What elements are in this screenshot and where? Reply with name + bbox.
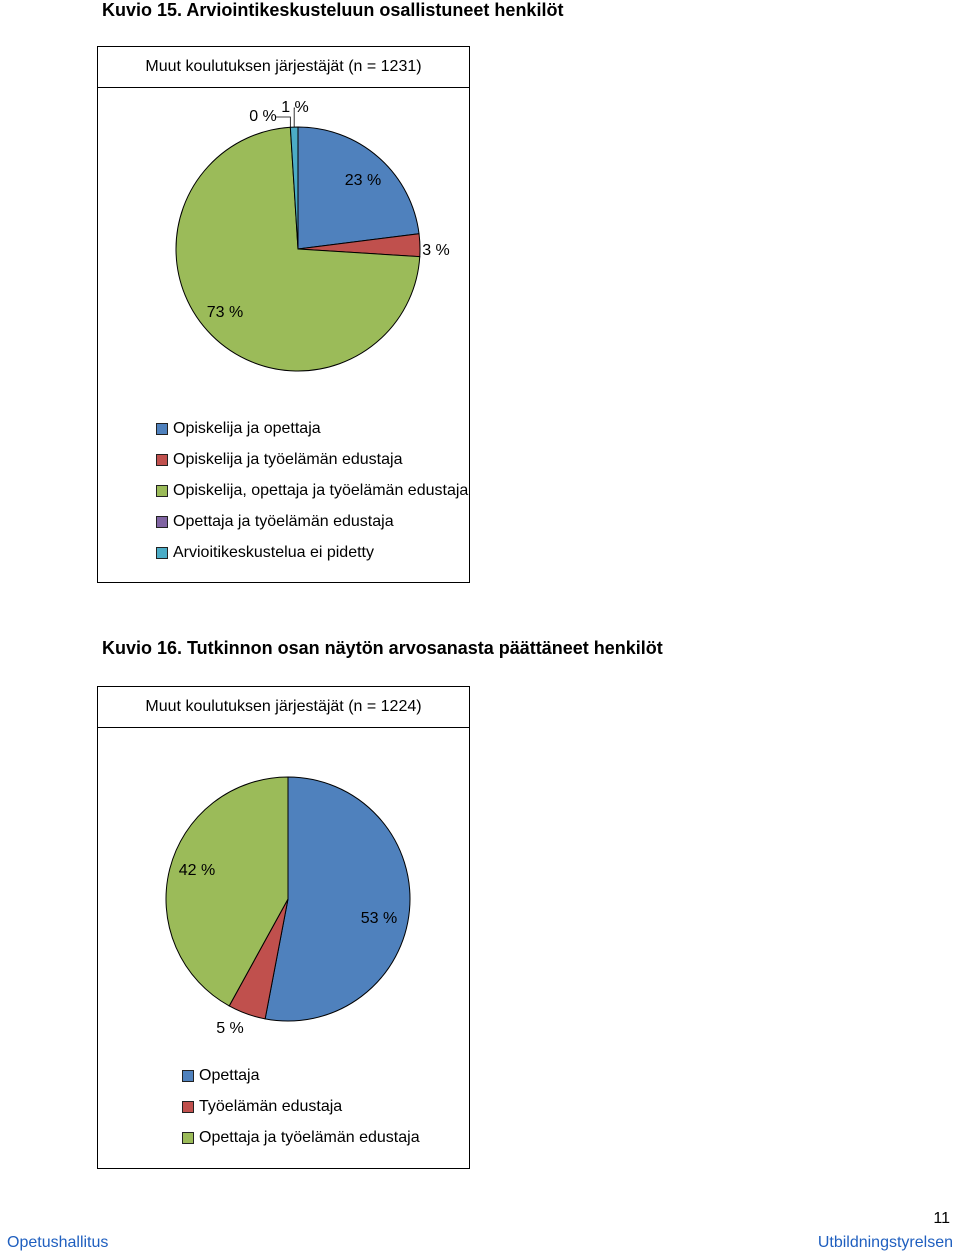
legend-swatch [156, 423, 168, 435]
legend-item [156, 444, 468, 475]
legend-swatch [182, 1132, 194, 1144]
data-label: 53 % [360, 910, 398, 927]
legend-item [156, 475, 468, 506]
data-label: 5 % [216, 1020, 244, 1037]
chart-16 [97, 686, 470, 1169]
legend-item [156, 506, 468, 537]
chart-15-pie [98, 87, 468, 412]
legend-label: Opiskelija ja opettaja [173, 419, 321, 437]
data-label: 73 % [206, 304, 244, 321]
footer-publisher-sv: Utbildningstyrelsen [817, 1234, 953, 1251]
legend-label: Opettaja ja työelämän edustaja [173, 512, 394, 530]
data-label: 1 % [281, 99, 309, 116]
legend-swatch [182, 1101, 194, 1113]
chart-15-title: Muut koulutuksen järjestäjät (n = 1231) [98, 47, 469, 88]
figure-15-heading: Kuvio 15. Arviointikeskusteluun osallistuneet henkilöt [102, 0, 564, 20]
chart-15-legend [156, 413, 468, 568]
legend-label: Opiskelija, opettaja ja työelämän edustaja [173, 481, 469, 499]
legend-label: Työelämän edustaja [199, 1097, 343, 1115]
legend-item [182, 1060, 420, 1091]
page-number: 11 [933, 1210, 950, 1227]
legend-item [182, 1091, 420, 1122]
legend-label: Arvioitikeskustelua ei pidetty [173, 543, 374, 561]
legend-label: Opiskelija ja työelämän edustaja [173, 450, 403, 468]
legend-item [182, 1122, 420, 1153]
data-label: 3 % [422, 242, 450, 259]
legend-swatch [156, 485, 168, 497]
legend-swatch [182, 1070, 194, 1082]
legend-swatch [156, 547, 168, 559]
footer-publisher-fi: Opetushallitus [7, 1234, 109, 1251]
data-label: 42 % [178, 862, 216, 879]
legend-swatch [156, 454, 168, 466]
leader-line [275, 117, 290, 127]
data-label: 23 % [344, 172, 382, 189]
chart-16-legend [182, 1060, 420, 1153]
chart-16-title: Muut koulutuksen järjestäjät (n = 1224) [98, 687, 469, 728]
chart-16-pie [98, 727, 468, 1057]
legend-label: Opettaja ja työelämän edustaja [199, 1128, 420, 1146]
legend-swatch [156, 516, 168, 528]
data-label: 0 % [249, 108, 277, 125]
legend-label: Opettaja [199, 1066, 260, 1084]
chart-15 [97, 46, 470, 583]
legend-item [156, 413, 468, 444]
figure-16-heading: Kuvio 16. Tutkinnon osan näytön arvosanasta päättäneet henkilöt [102, 638, 663, 658]
legend-item [156, 537, 468, 568]
